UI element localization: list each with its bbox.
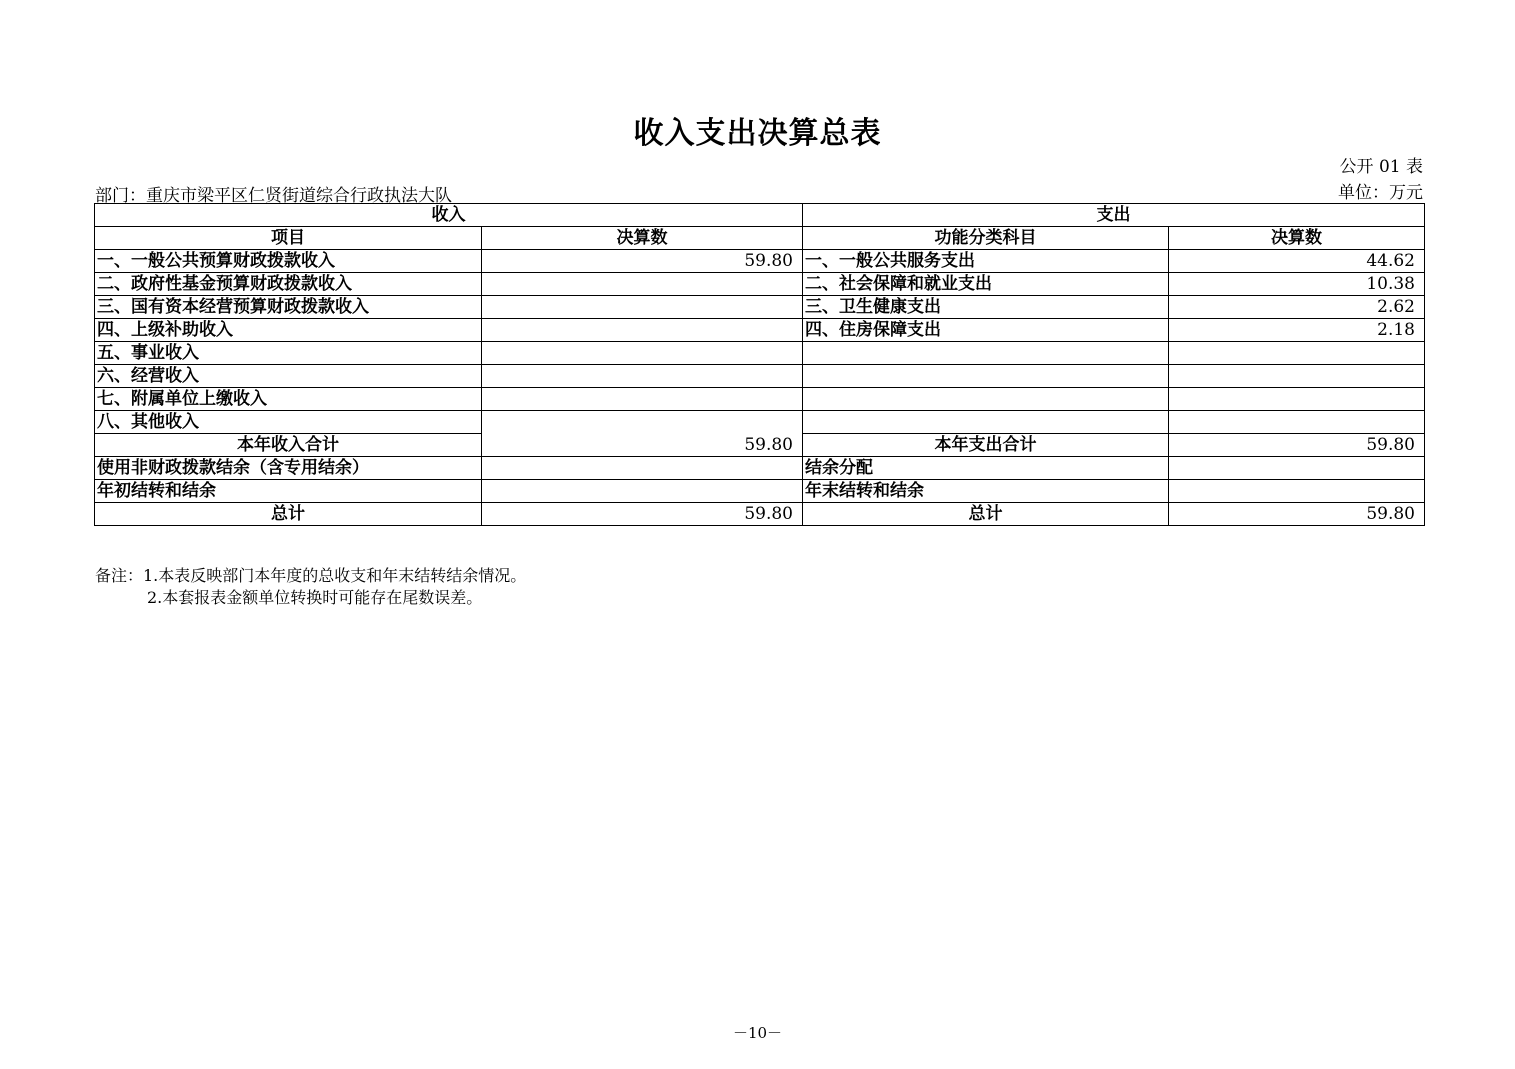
form-number: 公开 01 表 bbox=[1339, 157, 1423, 177]
expense-subtotal-amount: 59.80 bbox=[1169, 434, 1425, 457]
column-header-row bbox=[95, 227, 1425, 250]
expense-amount bbox=[1169, 365, 1425, 388]
income-item: 七、附属单位上缴收入 bbox=[95, 388, 482, 411]
income-total-label: 总计 bbox=[95, 503, 482, 526]
expense-item: 年末结转和结余 bbox=[803, 480, 1169, 503]
expense-amount bbox=[1169, 457, 1425, 480]
expense-amount bbox=[1169, 342, 1425, 365]
table-row bbox=[95, 365, 1425, 388]
table-row bbox=[95, 273, 1425, 296]
expense-item bbox=[803, 388, 1169, 411]
expense-amount: 10.38 bbox=[1169, 273, 1425, 296]
expense-item: 二、社会保障和就业支出 bbox=[803, 273, 1169, 296]
table-row bbox=[95, 296, 1425, 319]
expense-total-label: 总计 bbox=[803, 503, 1169, 526]
expense-total-amount: 59.80 bbox=[1169, 503, 1425, 526]
item-header: 项目 bbox=[95, 227, 482, 250]
table-row bbox=[95, 388, 1425, 411]
income-amount bbox=[482, 480, 803, 503]
table-row bbox=[95, 457, 1425, 480]
income-subtotal-amount: 59.80 bbox=[482, 411, 803, 457]
expense-amount bbox=[1169, 388, 1425, 411]
income-amount bbox=[482, 319, 803, 342]
expense-amount: 2.18 bbox=[1169, 319, 1425, 342]
expense-amount bbox=[1169, 411, 1425, 434]
income-item: 四、上级补助收入 bbox=[95, 319, 482, 342]
page-title: 收入支出决算总表 bbox=[633, 116, 882, 151]
page-number: －10－ bbox=[732, 1024, 783, 1042]
income-amount bbox=[482, 296, 803, 319]
income-amount bbox=[482, 457, 803, 480]
total-row bbox=[95, 503, 1425, 526]
expense-item: 三、卫生健康支出 bbox=[803, 296, 1169, 319]
unit-label: 单位：万元 bbox=[1338, 183, 1423, 203]
expense-amount bbox=[1169, 480, 1425, 503]
expense-item bbox=[803, 411, 1169, 434]
func-class-header: 功能分类科目 bbox=[803, 227, 1169, 250]
table-row bbox=[95, 250, 1425, 273]
section-header-row bbox=[95, 204, 1425, 227]
income-amount bbox=[482, 342, 803, 365]
income-amount: 59.80 bbox=[482, 250, 803, 273]
income-amount-header: 决算数 bbox=[482, 227, 803, 250]
income-item: 五、事业收入 bbox=[95, 342, 482, 365]
department-label: 部门：重庆市梁平区仁贤街道综合行政执法大队 bbox=[95, 186, 452, 206]
table-row bbox=[95, 342, 1425, 365]
income-item: 二、政府性基金预算财政拨款收入 bbox=[95, 273, 482, 296]
income-item: 六、经营收入 bbox=[95, 365, 482, 388]
income-item: 三、国有资本经营预算财政拨款收入 bbox=[95, 296, 482, 319]
expense-item bbox=[803, 365, 1169, 388]
expense-item bbox=[803, 342, 1169, 365]
income-item: 八、其他收入 bbox=[95, 411, 482, 434]
income-item: 使用非财政拨款结余（含专用结余） bbox=[95, 457, 482, 480]
note-line-1: 备注：1.本表反映部门本年度的总收支和年末结转结余情况。 bbox=[95, 566, 527, 585]
expense-amount: 44.62 bbox=[1169, 250, 1425, 273]
income-subtotal-label: 本年收入合计 bbox=[95, 434, 482, 457]
expense-item: 四、住房保障支出 bbox=[803, 319, 1169, 342]
table-row bbox=[95, 411, 1425, 434]
income-amount bbox=[482, 273, 803, 296]
expense-amount: 2.62 bbox=[1169, 296, 1425, 319]
income-amount bbox=[482, 365, 803, 388]
income-item: 年初结转和结余 bbox=[95, 480, 482, 503]
expense-section-header: 支出 bbox=[803, 204, 1425, 227]
expense-amount-header: 决算数 bbox=[1169, 227, 1425, 250]
expense-subtotal-label: 本年支出合计 bbox=[803, 434, 1169, 457]
income-expense-table bbox=[94, 203, 1425, 526]
table-row bbox=[95, 480, 1425, 503]
expense-item: 一、一般公共服务支出 bbox=[803, 250, 1169, 273]
table-row bbox=[95, 319, 1425, 342]
income-amount bbox=[482, 388, 803, 411]
income-item: 一、一般公共预算财政拨款收入 bbox=[95, 250, 482, 273]
income-section-header: 收入 bbox=[95, 204, 803, 227]
notes bbox=[95, 565, 526, 609]
note-line-2: 2.本套报表金额单位转换时可能存在尾数误差。 bbox=[147, 588, 483, 607]
income-total-amount: 59.80 bbox=[482, 503, 803, 526]
expense-item: 结余分配 bbox=[803, 457, 1169, 480]
